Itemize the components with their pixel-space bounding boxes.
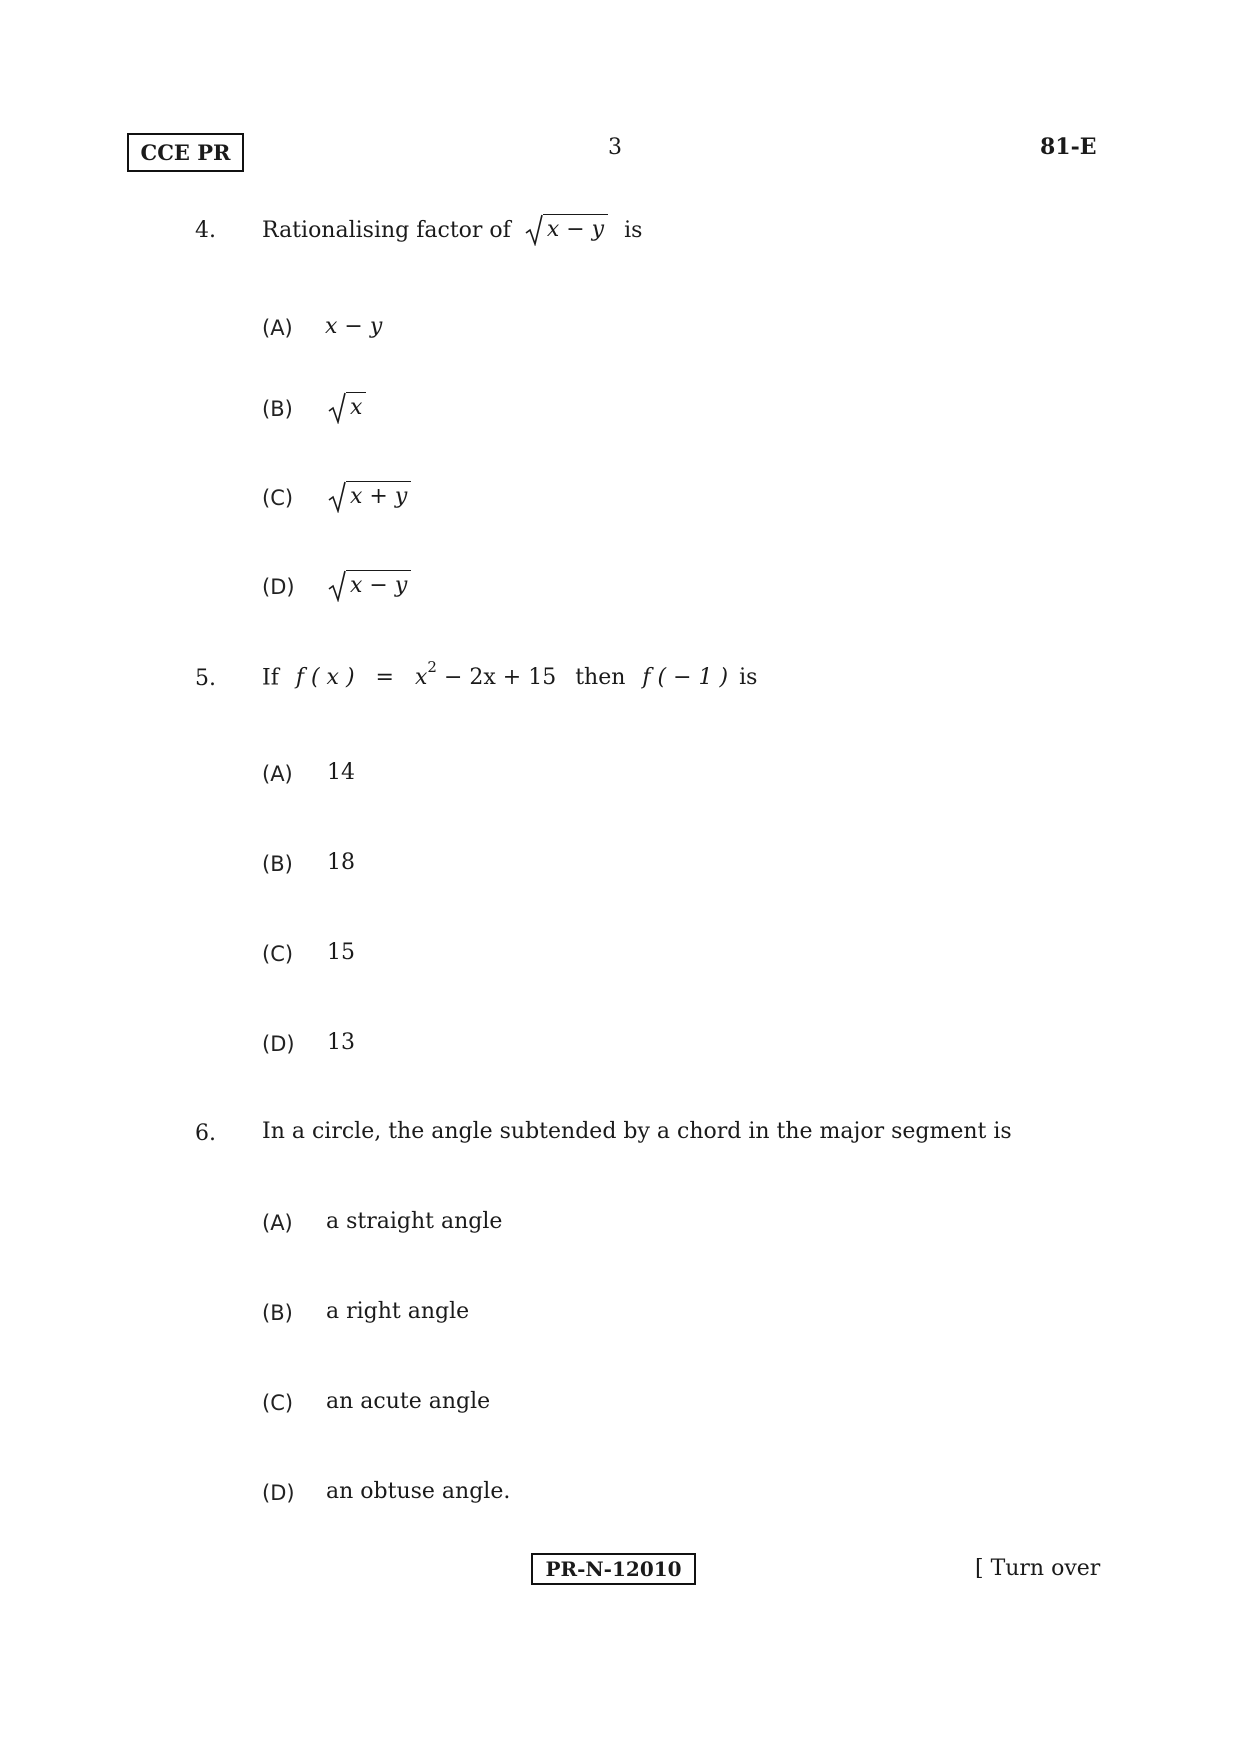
polynomial-rest: − 2x + 15 bbox=[443, 665, 557, 691]
option-letter: (B) bbox=[262, 852, 293, 876]
option-letter: (A) bbox=[262, 316, 293, 340]
square-root bbox=[525, 214, 608, 246]
question-text-if: If bbox=[262, 665, 279, 691]
option-text: a right angle bbox=[326, 1299, 470, 1324]
exponent: 2 bbox=[427, 658, 437, 676]
option-expression bbox=[328, 392, 366, 424]
option-text: an obtuse angle. bbox=[326, 1479, 511, 1504]
option-text: a straight angle bbox=[326, 1209, 503, 1234]
option-text: 15 bbox=[327, 940, 355, 965]
question-text-after: is bbox=[624, 217, 643, 243]
function-notation: f ( x ) bbox=[295, 665, 355, 691]
radicand: x − y bbox=[346, 570, 411, 602]
option-letter: (B) bbox=[262, 397, 293, 421]
option-text: 18 bbox=[327, 850, 355, 875]
polynomial-expression bbox=[414, 658, 557, 691]
function-at-minus-one: f ( − 1 ) bbox=[642, 665, 729, 691]
radical-sign-icon bbox=[525, 214, 543, 246]
polynomial-base: x bbox=[414, 665, 428, 691]
option-expression bbox=[328, 570, 411, 602]
question-number: 6. bbox=[195, 1121, 216, 1146]
option-expression bbox=[328, 481, 411, 513]
square-root bbox=[328, 392, 366, 424]
option-letter: (A) bbox=[262, 762, 293, 786]
option-expression: x − y bbox=[325, 314, 383, 339]
radical-sign-icon bbox=[328, 570, 346, 602]
square-root bbox=[328, 570, 411, 602]
option-text: 14 bbox=[327, 760, 355, 785]
option-letter: (A) bbox=[262, 1211, 293, 1235]
page-number: 3 bbox=[608, 135, 622, 160]
question-text bbox=[262, 214, 642, 246]
option-letter: (C) bbox=[262, 942, 294, 966]
radicand: x + y bbox=[346, 481, 411, 513]
question-text-before: Rationalising factor of bbox=[262, 217, 511, 243]
question-number: 5. bbox=[195, 666, 216, 691]
exam-code-box: CCE PR bbox=[127, 133, 244, 172]
question-number: 4. bbox=[195, 218, 216, 243]
question-text bbox=[262, 658, 758, 691]
square-root bbox=[328, 481, 411, 513]
option-letter: (C) bbox=[262, 486, 294, 510]
footer-code-box: PR-N-12010 bbox=[531, 1553, 696, 1585]
radical-sign-icon bbox=[328, 481, 346, 513]
equals-sign: = bbox=[375, 665, 394, 691]
radicand: x − y bbox=[543, 214, 608, 246]
option-letter: (B) bbox=[262, 1301, 293, 1325]
paper-code: 81-E bbox=[1040, 134, 1097, 160]
turn-over-note: [ Turn over bbox=[975, 1556, 1101, 1581]
radicand: x bbox=[346, 392, 366, 424]
option-text: 13 bbox=[327, 1030, 355, 1055]
question-text: In a circle, the angle subtended by a chord in the major segment is bbox=[262, 1119, 1012, 1144]
option-letter: (D) bbox=[262, 1481, 295, 1505]
option-letter: (C) bbox=[262, 1391, 294, 1415]
option-letter: (D) bbox=[262, 575, 295, 599]
question-text-then: then bbox=[575, 665, 626, 691]
option-letter: (D) bbox=[262, 1032, 295, 1056]
question-text-is: is bbox=[739, 665, 758, 691]
radical-sign-icon bbox=[328, 392, 346, 424]
option-text: an acute angle bbox=[326, 1389, 491, 1414]
